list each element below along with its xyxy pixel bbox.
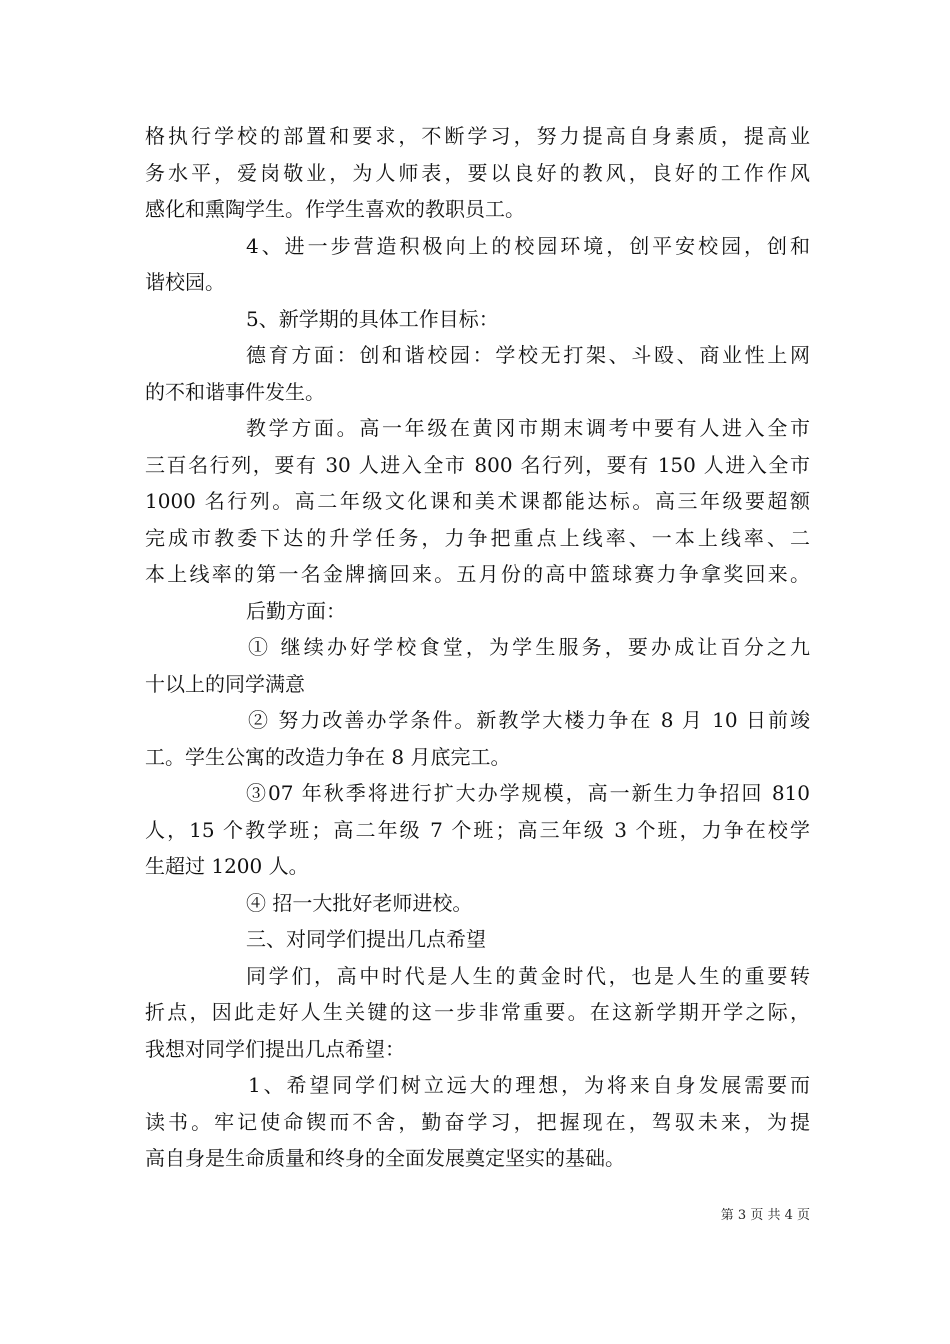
text-line: 本上线率的第一名金牌摘回来。五月份的高中篮球赛力争拿奖回来。 [145, 562, 810, 586]
text-line: 教学方面。高一年级在黄冈市期末调考中要有人进入全市 [246, 416, 810, 440]
text-line: 同学们，高中时代是人生的黄金时代，也是人生的重要转 [246, 963, 810, 988]
text-line: 后勤方面： [246, 598, 346, 623]
section-heading: 三、对同学们提出几点希望 [246, 927, 486, 951]
text-line: 人，15 个教学班；高二年级 7 个班；高三年级 3 个班，力争在校学 [145, 817, 810, 842]
text-line: 的不和谐事件发生。 [145, 379, 325, 404]
text-line: 我想对同学们提出几点希望： [145, 1036, 405, 1061]
text-line: ② 努力改善办学条件。新教学大楼力争在 8 月 10 日前竣 [248, 708, 810, 732]
text-line: ① 继续办好学校食堂，为学生服务，要办成让百分之九 [248, 635, 810, 659]
document-body [145, 118, 810, 1177]
page-number-footer: 第 3 页 共 4 页 [720, 1208, 810, 1223]
text-line: 读书。牢记使命锲而不舍，勤奋学习，把握现在，驾驭未来，为提 [145, 1109, 810, 1134]
text-line: 5、新学期的具体工作目标： [246, 306, 499, 331]
text-line: 高自身是生命质量和终身的全面发展奠定坚实的基础。 [145, 1146, 625, 1170]
text-line: 德育方面：创和谐校园：学校无打架、斗殴、商业性上网 [246, 343, 810, 367]
text-line: ④ 招一大批好老师进校。 [246, 890, 473, 915]
text-line: 务水平，爱岗敬业，为人师表，要以良好的教风，良好的工作作风 [145, 160, 810, 185]
text-line: 十以上的同学满意 [145, 671, 305, 696]
text-line: 1、希望同学们树立远大的理想，为将来自身发展需要而 [248, 1073, 810, 1097]
text-line: 折点，因此走好人生关键的这一步非常重要。在这新学期开学之际， [145, 1000, 810, 1024]
text-line: 完成市教委下达的升学任务，力争把重点上线率、一本上线率、二 [145, 525, 810, 550]
text-line: 感化和熏陶学生。作学生喜欢的教职员工。 [145, 197, 525, 221]
text-line: 格执行学校的部置和要求，不断学习，努力提高自身素质，提高业 [145, 124, 810, 148]
text-line: ③07 年秋季将进行扩大办学规模，高一新生力争招回 810 [246, 781, 810, 805]
text-line: 4、进一步营造积极向上的校园环境，创平安校园，创和 [246, 233, 810, 258]
text-line: 三百名行列，要有 30 人进入全市 800 名行列，要有 150 人进入全市 [145, 452, 810, 477]
text-line: 谐校园。 [145, 270, 225, 294]
text-line: 工。学生公寓的改造力争在 8 月底完工。 [145, 744, 511, 769]
text-line: 1000 名行列。高二年级文化课和美术课都能达标。高三年级要超额 [145, 489, 810, 513]
text-line: 生超过 1200 人。 [145, 854, 309, 878]
